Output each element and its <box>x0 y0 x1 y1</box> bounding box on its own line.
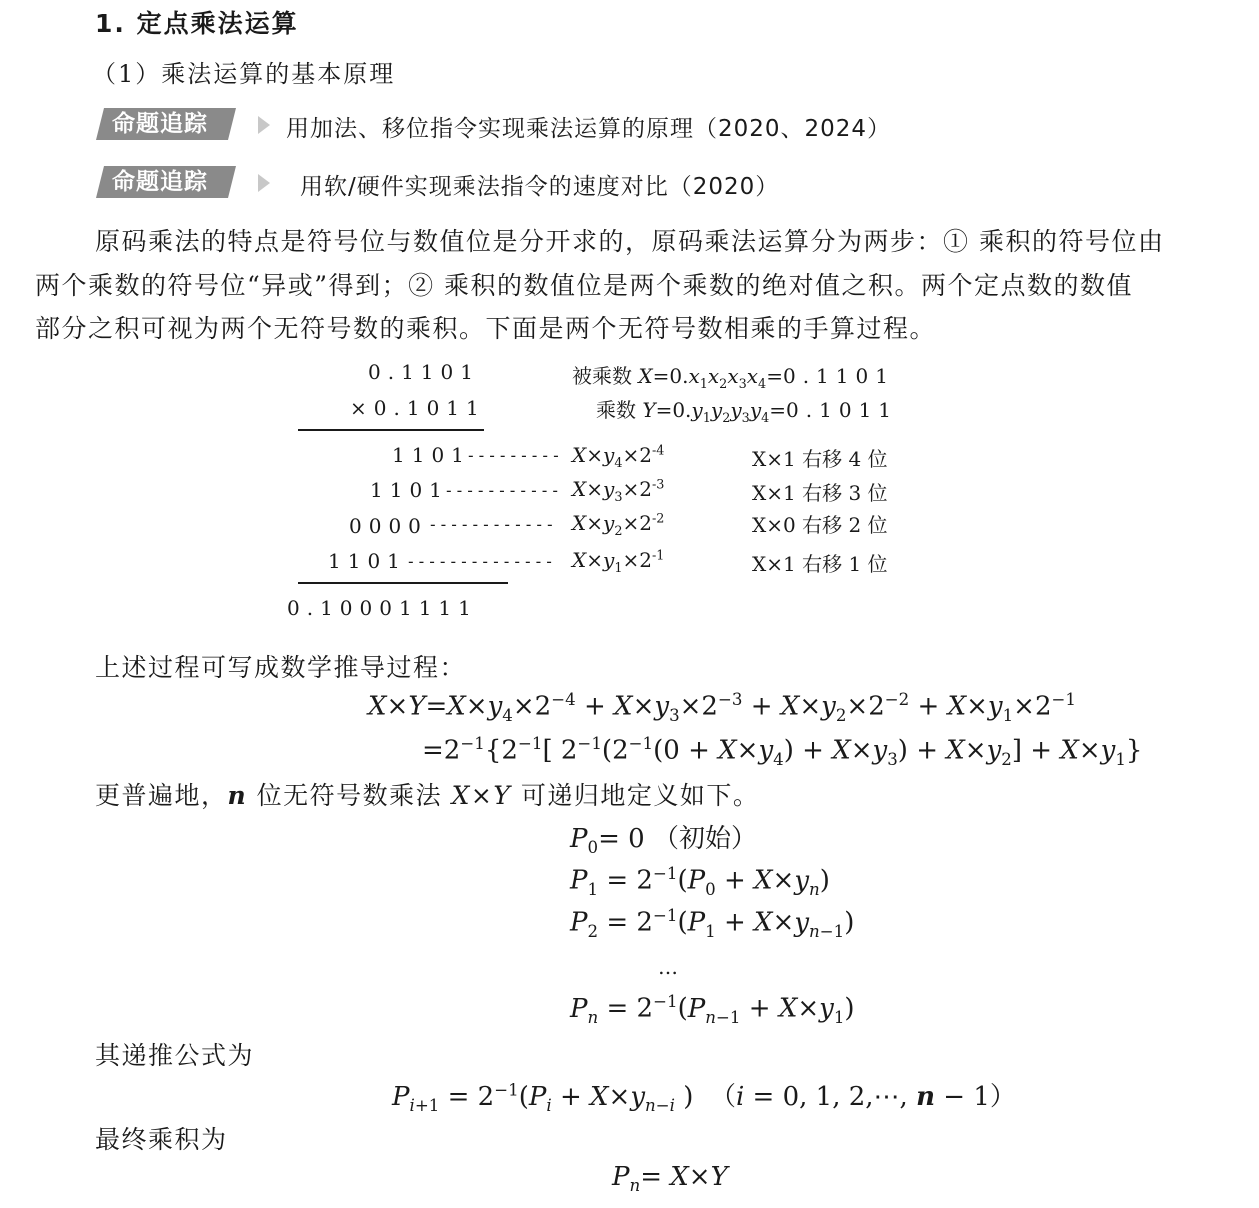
partial-product-2-note: X×1 右移 3 位 <box>752 481 888 505</box>
partial-product-4-leader: -------------- <box>406 552 555 571</box>
partial-product-3-term: $X\times y_2\times 2^{-2}$ <box>572 511 665 539</box>
tag-arrow-icon <box>258 116 270 134</box>
tag-text-1: 用加法、移位指令实现乘法运算的原理（2020、2024） <box>286 116 892 142</box>
topic-tag-2 <box>96 166 236 198</box>
tag-arrow-icon <box>258 174 270 192</box>
multiplier-definition: 乘数 $Y=0.y_1y_2y_3y_4=0.1011$ <box>596 398 899 426</box>
final-formula: $P_n= X\times Y$ <box>612 1162 728 1196</box>
intro-line-3: 部分之积可视为两个无符号数的乘积。下面是两个无符号数相乘的手算过程。 <box>35 314 937 343</box>
partial-product-2-bits: 1101 <box>370 478 449 502</box>
partial-product-4-bits: 1101 <box>328 549 407 573</box>
section-title: 1. 定点乘法运算 <box>95 9 299 38</box>
multiplier-label: 乘数 <box>596 398 636 422</box>
tag-text-2: 用软/硬件实现乘法指令的速度对比（2020） <box>300 174 780 200</box>
recursion-formula: $P_{i+1} = 2^{-1}(P_i + X\times y_{n-i}$ ) （i = 0, 1, 2,⋯, n − 1） <box>392 1080 1016 1116</box>
partial-product-4-note: X×1 右移 1 位 <box>752 552 888 576</box>
partial-product-2-term: $X\times y_3\times 2^{-3}$ <box>572 477 665 505</box>
partial-product-1-bits: 1101 <box>392 443 471 467</box>
partial-product-3-leader: ------------ <box>428 515 556 534</box>
recurrence-p1: $P_1 = 2^{-1}(P_0 + X\times y_n)$ <box>570 864 830 899</box>
tag-badge-label: 命题追踪 <box>112 169 208 195</box>
partial-product-1-leader: --------- <box>466 446 562 465</box>
intro-line-1: 原码乘法的特点是符号位与数值位是分开求的，原码乘法运算分为两步：① 乘积的符号位由 <box>95 227 1165 256</box>
final-label: 最终乘积为 <box>95 1125 228 1154</box>
recurrence-p2: $P_2 = 2^{-1}(P_1 + X\times y_{n-1})$ <box>570 906 855 941</box>
partial-product-1-note: X×1 右移 4 位 <box>752 447 888 471</box>
multiplicand-definition: 被乘数 $X=0.x_1x_2x_3x_4=0.1101$ <box>572 364 895 392</box>
recursion-label: 其递推公式为 <box>95 1041 255 1070</box>
formula-expansion: $X\times Y=X\times y_4\times 2^{-4} + X\times y_3\times 2^{-3} + X\times y_2\times 2^{-2} + X\times y_1\times 2^{-1}$ <box>368 690 1077 725</box>
rule-bottom <box>298 582 508 584</box>
subsection-title: （1）乘法运算的基本原理 <box>92 60 396 88</box>
recurrence-p0: $P_0= 0$ （初始） <box>570 824 757 858</box>
multiplicand-value: 0.1101 <box>782 364 895 388</box>
topic-tag-1 <box>96 108 236 140</box>
partial-product-1-term: $X\times y_4\times 2^{-4}$ <box>572 443 665 471</box>
partial-product-4-term: $X\times y_1\times 2^{-1}$ <box>572 548 665 576</box>
multiplier-operand: ×0.1011 <box>350 396 486 420</box>
recurrence-pn: $P_n = 2^{-1}(P_{n-1} + X\times y_1)$ <box>570 992 855 1027</box>
multiplicand-operand: 0.1101 <box>368 360 480 384</box>
product-result: 0.10001111 <box>287 596 478 620</box>
multiplier-value: 0.1011 <box>786 398 899 422</box>
derivation-intro: 上述过程可写成数学推导过程： <box>95 653 467 682</box>
multiplicand-label: 被乘数 <box>572 364 632 388</box>
partial-product-3-note: X×0 右移 2 位 <box>752 513 888 537</box>
partial-product-2-leader: ----------- <box>444 481 561 500</box>
intro-line-2: 两个乘数的符号位“异或”得到；② 乘积的数值位是两个乘数的绝对值之积。两个定点数的数值 <box>35 271 1134 300</box>
tag-badge-label: 命题追踪 <box>112 111 208 137</box>
recurrence-ellipsis: … <box>658 955 678 979</box>
general-definition-line: 更普遍地，n 位无符号数乘法 X×Y 可递归地定义如下。 <box>95 781 760 810</box>
partial-product-3-bits: 0000 <box>349 514 428 538</box>
rule-top <box>298 429 484 431</box>
formula-nested: $=2^{-1}\{2^{-1}$[ $2^{-1}(2^{-1}(0 + X\times y_4) + X\times y_3) + X\times y_2] + X\times y_1$} <box>422 734 1143 769</box>
